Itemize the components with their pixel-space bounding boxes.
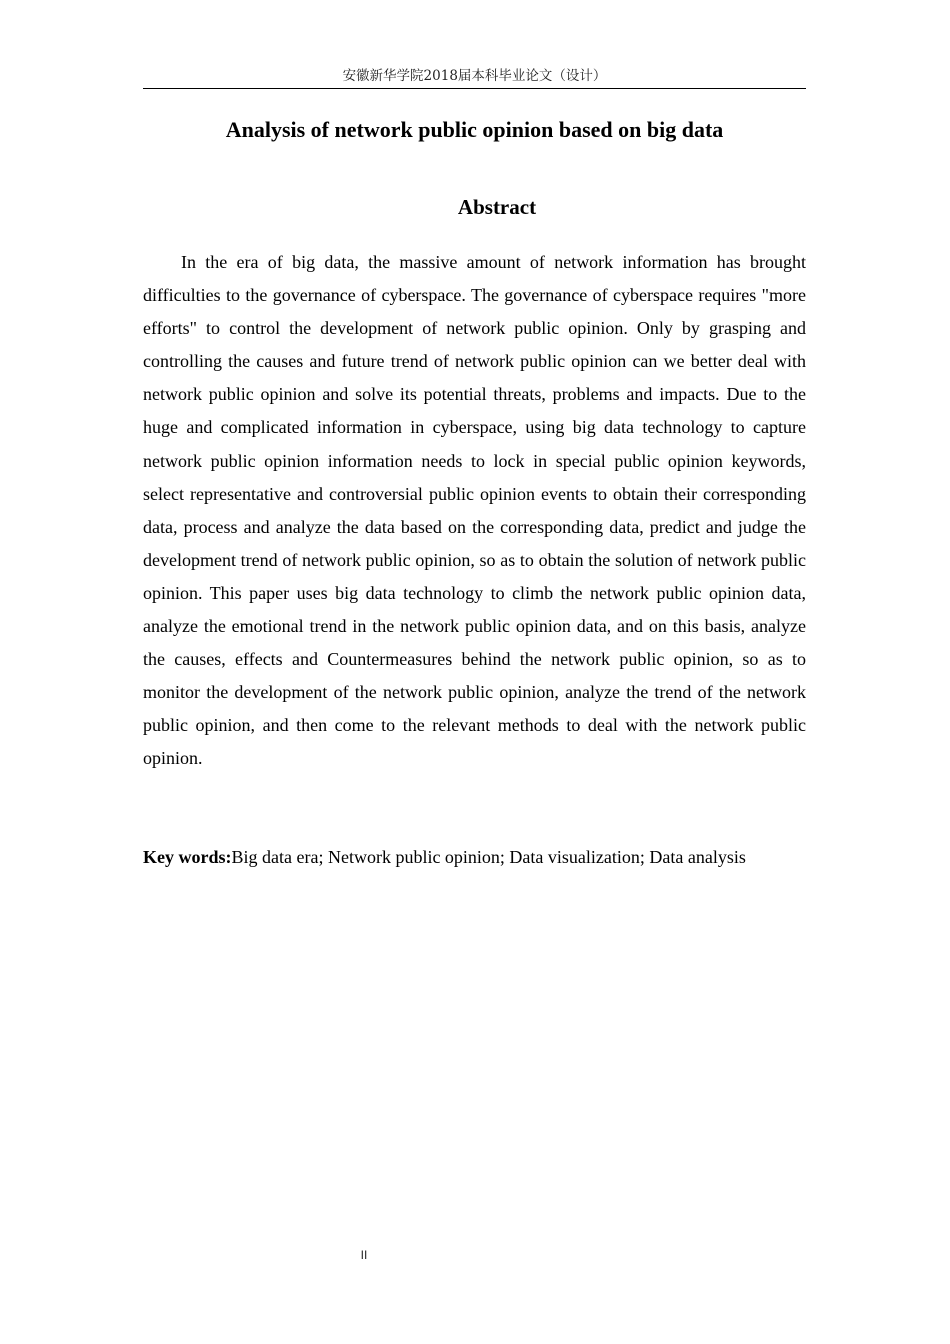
abstract-heading: Abstract: [457, 195, 537, 219]
running-header: 安徽新华学院2018届本科毕业论文（设计）: [143, 66, 806, 89]
keywords-line: [143, 842, 806, 872]
abstract-body: In the era of big data, the massive amount of network information has brought difficulties to the governance of cyberspace. The governance of cyberspace requires "more efforts" to control the development of network public opinion. Only by grasping and controlling the causes and future trend of network public opinion can we better deal with network public opinion and solve its potential threats, problems and impacts. Due to the huge and complicated information in cyberspace, using big data technology to capture network public opinion information needs to lock in special public opinion keywords, select representative and controversial public opinion events to obtain their corresponding data, process and analyze the data based on the corresponding data, predict and judge the development trend of network public opinion, so as to obtain the solution of network public opinion. This paper uses big data technology to climb the network public opinion data, analyze the emotional trend in the network public opinion data, and on this basis, analyze the causes, effects and Countermeasures behind the network public opinion, so as to monitor the development of the network public opinion, analyze the trend of the network public opinion, and then come to the relevant methods to deal with the network public opinion.: [143, 252, 806, 769]
paper-title: Analysis of network public opinion based on big data: [225, 117, 724, 142]
keywords-label: Key words:: [143, 847, 232, 867]
keywords-value: Big data era; Network public opinion; Data visualization; Data analysis: [231, 847, 746, 867]
page-number: II: [360, 1248, 368, 1262]
